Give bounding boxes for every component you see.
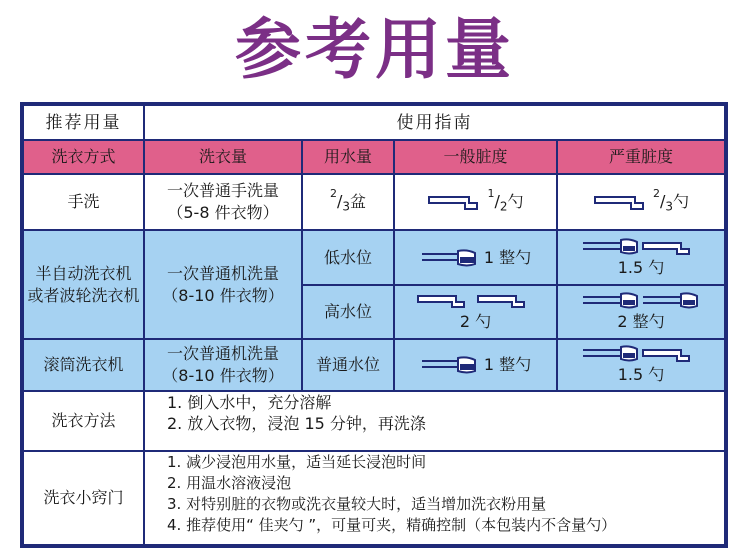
col-water: 用水量: [302, 140, 394, 174]
full-spoon-icon: [420, 354, 480, 376]
hand-load-line1: 一次普通手洗量: [166, 181, 279, 200]
spoon-pair-icon: [581, 344, 701, 364]
hand-load-line2: （5-8 件衣物）: [167, 203, 279, 222]
tip-item: 4. 推荐使用“ 佳夹勺 ”，可量可夹，精确控制（本包装内不含量勺）: [167, 516, 617, 534]
hand-method: 手洗: [23, 174, 144, 230]
semi-method-line2: 或者波轮洗衣机: [27, 285, 140, 305]
semi-method: [23, 230, 144, 339]
page-title: 参考用量: [235, 11, 515, 88]
hand-normal-num: 1: [487, 187, 495, 201]
semi-low-heavy-amount: 1.5 勺: [617, 257, 665, 277]
drum-load-line2: （8-10 件衣物）: [162, 366, 284, 385]
drum-load: [144, 339, 302, 391]
col-load: 洗衣量: [144, 140, 302, 174]
method-label: 洗衣方法: [23, 391, 144, 451]
col-normal: 一般脏度: [394, 140, 557, 174]
drum-normal-amount: 1 整勺: [483, 355, 532, 374]
semi-high-heavy-amount: 2 整勺: [617, 312, 665, 331]
tip-item: 1. 减少浸泡用水量，适当延长浸泡时间: [167, 453, 427, 471]
hand-water-num: 2: [329, 187, 337, 201]
tip-item: 3. 对特别脏的衣物或洗衣量较大时，适当增加洗衣粉用量: [167, 495, 547, 513]
flat-spoon-icon: [593, 192, 649, 212]
drum-method: 滚筒洗衣机: [23, 339, 144, 391]
recommend-header: 推荐用量: [23, 105, 144, 140]
semi-load: [144, 230, 302, 339]
spoon-pair-icon: [581, 237, 701, 257]
hand-normal-den: 2: [499, 199, 508, 214]
semi-load-line2: （8-10 件衣物）: [162, 285, 284, 305]
semi-method-line1: 半自动洗衣机: [35, 263, 132, 283]
semi-high-water: 高水位: [302, 285, 394, 339]
flat-spoon-pair-icon: [416, 291, 536, 311]
hand-normal-unit: 勺: [507, 192, 524, 211]
semi-low-normal: [394, 230, 557, 285]
tips-list: [144, 451, 725, 545]
hand-heavy-den: 3: [665, 199, 673, 214]
hand-water-den: 3: [342, 199, 350, 214]
hand-load: [144, 174, 302, 230]
semi-high-normal-amount: 2 勺: [459, 312, 492, 331]
semi-low-water: 低水位: [302, 230, 394, 285]
hand-water: $^2/_3$ 盆: [302, 174, 394, 230]
semi-load-line1: 一次普通机洗量: [166, 263, 279, 283]
dosage-table: [20, 102, 728, 548]
drum-heavy: [557, 339, 725, 391]
drum-heavy-amount: 1.5 勺: [617, 365, 665, 384]
col-method: 洗衣方式: [23, 140, 144, 174]
full-spoon-pair-icon: [581, 291, 701, 311]
drum-load-line1: 一次普通机洗量: [166, 344, 279, 363]
drum-water: 普通水位: [302, 339, 394, 391]
hand-heavy: $^2/_3$ 勺: [557, 174, 725, 230]
semi-low-normal-amount: 1 整勺: [483, 247, 532, 267]
flat-spoon-icon: [427, 192, 483, 212]
full-spoon-icon: [420, 247, 480, 269]
semi-high-heavy: [557, 285, 725, 339]
hand-heavy-unit: 勺: [673, 192, 690, 211]
semi-low-heavy: [557, 230, 725, 285]
tips-label: 洗衣小窍门: [23, 451, 144, 545]
hand-heavy-num: 2: [652, 187, 660, 201]
semi-high-normal: [394, 285, 557, 339]
tip-item: 2. 用温水溶液浸泡: [167, 474, 292, 492]
guide-header: 使用指南: [144, 105, 725, 140]
hand-water-unit: 盆: [350, 192, 367, 211]
method-step: 1. 倒入水中，充分溶解: [167, 393, 332, 412]
col-heavy: 严重脏度: [557, 140, 725, 174]
hand-normal: $^1/_2$ 勺: [394, 174, 557, 230]
method-steps: [144, 391, 725, 451]
drum-normal: [394, 339, 557, 391]
method-step: 2. 放入衣物，浸泡 15 分钟，再洗涤: [167, 414, 426, 433]
